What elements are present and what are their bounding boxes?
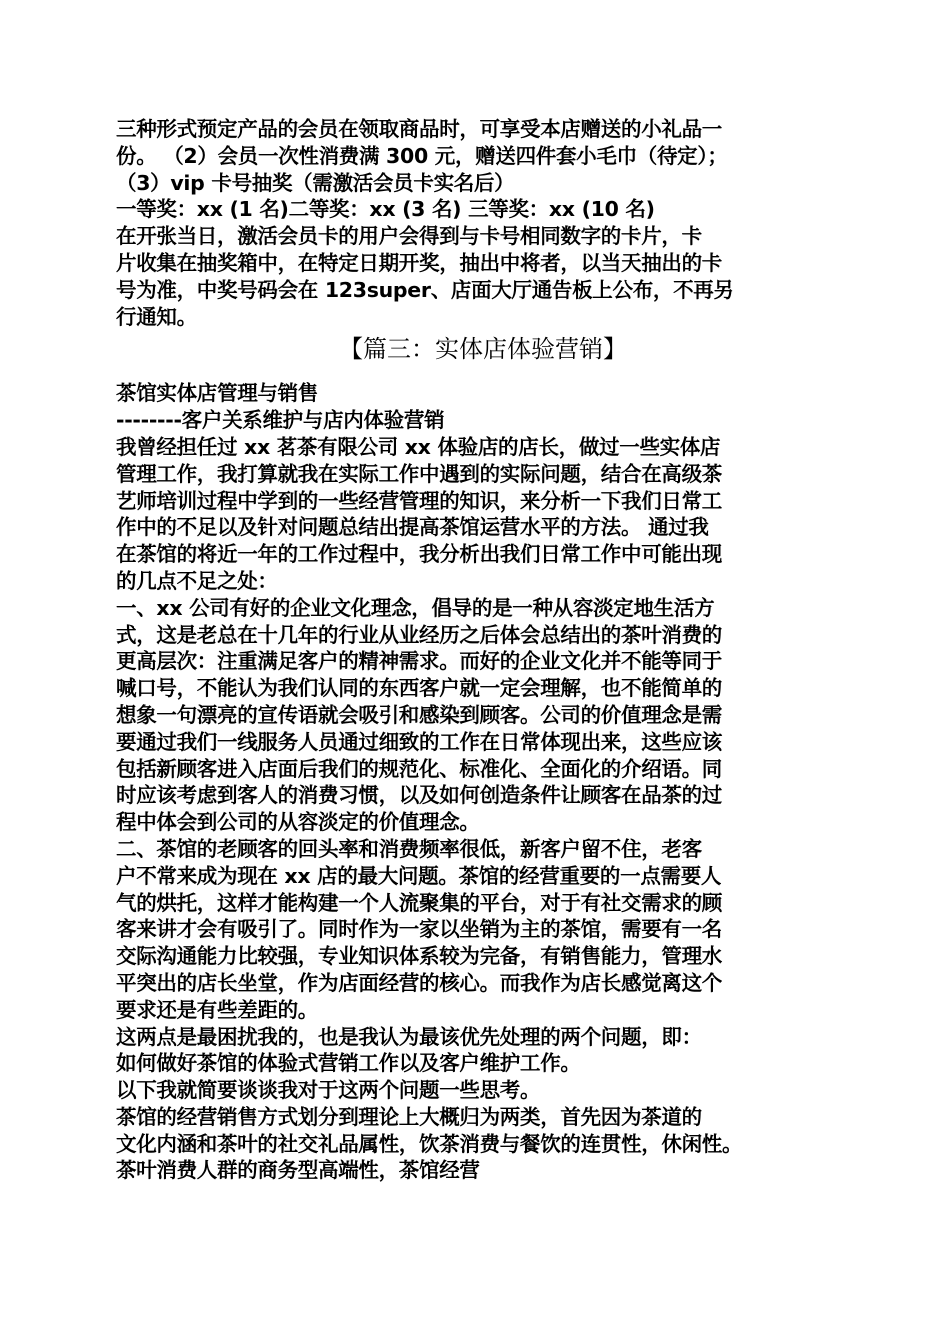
text-line: 文化内涵和茶叶的社交礼品属性，饮茶消费与餐饮的连贯性，休闲性。 [116, 1131, 743, 1156]
document-page [116, 116, 850, 1184]
article-text-block [116, 380, 850, 1184]
text-line: 时应该考虑到客人的消费习惯，以及如何创造条件让顾客在品茶的过 [116, 783, 722, 808]
promotion-text-block [116, 116, 850, 330]
text-line: 行通知。 [116, 304, 197, 329]
text-line: 在茶馆的将近一年的工作过程中，我分析出我们日常工作中可能出现 [116, 542, 722, 567]
text-line: 一等奖：xx (1 名)二等奖：xx (3 名) 三等奖：xx (10 名) [116, 197, 655, 222]
text-line: 交际沟通能力比较强，专业知识体系较为完备，有销售能力，管理水 [116, 944, 722, 969]
text-line: 一、xx 公司有好的企业文化理念，倡导的是一种从容淡定地生活方 [116, 595, 715, 620]
text-line: 平突出的店长坐堂，作为店面经营的核心。而我作为店长感觉离这个 [116, 970, 722, 995]
text-line: 这两点是最困扰我的，也是我认为最该优先处理的两个问题，即： [116, 1024, 702, 1049]
text-line: 茶馆的经营销售方式划分到理论上大概归为两类，首先因为茶道的 [116, 1104, 702, 1129]
text-line: 二、茶馆的老顾客的回头率和消费频率很低，新客户留不住，老客 [116, 836, 702, 861]
text-line: （3）vip 卡号抽奖（需激活会员卡实名后） [116, 170, 515, 195]
text-line: 以下我就简要谈谈我对于这两个问题一些思考。 [116, 1078, 541, 1103]
text-line: 想象一句漂亮的宣传语就会吸引和感染到顾客。公司的价值理念是需 [116, 702, 722, 727]
text-line: 客来讲才会有吸引了。同时作为一家以坐销为主的茶馆，需要有一名 [116, 917, 722, 942]
text-line: 气的烘托，这样才能构建一个人流聚集的平台，对于有社交需求的顾 [116, 890, 722, 915]
text-line: 要求还是有些差距的。 [116, 997, 318, 1022]
text-line: 片收集在抽奖箱中，在特定日期开奖，抽出中将者，以当天抽出的卡 [116, 250, 722, 275]
text-line: 艺师培训过程中学到的一些经营管理的知识，来分析一下我们日常工 [116, 488, 722, 513]
text-line: 在开张当日，激活会员卡的用户会得到与卡号相同数字的卡片，卡 [116, 224, 702, 249]
text-line: 更高层次：注重满足客户的精神需求。而好的企业文化并不能等同于 [116, 649, 722, 674]
text-line: 茶馆实体店管理与销售 [116, 381, 318, 406]
text-line: 三种形式预定产品的会员在领取商品时，可享受本店赠送的小礼品一 [116, 117, 722, 141]
text-line: 如何做好茶馆的体验式营销工作以及客户维护工作。 [116, 1051, 581, 1076]
text-line: 式，这是老总在十几年的行业从业经历之后体会总结出的茶叶消费的 [116, 622, 722, 647]
text-line: 作中的不足以及针对问题总结出提高茶馆运营水平的方法。 通过我 [116, 515, 709, 540]
text-line: 号为准，中奖号码会在 123super、店面大厅通告板上公布，不再另 [116, 277, 734, 302]
text-line: 我曾经担任过 xx 茗茶有限公司 xx 体验店的店长，做过一些实体店 [116, 434, 721, 459]
text-line: 包括新顾客进入店面后我们的规范化、标准化、全面化的介绍语。同 [116, 756, 722, 781]
text-line: 户不常来成为现在 xx 店的最大问题。茶馆的经营重要的一点需要人 [116, 863, 722, 888]
text-line: 的几点不足之处： [116, 568, 278, 593]
section-heading: 【篇三：实体店体验营销】 [339, 335, 627, 364]
text-line: 要通过我们一线服务人员通过细致的工作在日常体现出来，这些应该 [116, 729, 722, 754]
text-line: 份。 （2）会员一次性消费满 300 元，赠送四件套小毛巾（待定）； [116, 143, 728, 168]
text-line: 喊口号，不能认为我们认同的东西客户就一定会理解，也不能简单的 [116, 676, 722, 701]
text-line: 茶叶消费人群的商务型高端性，茶馆经营 [116, 1158, 480, 1183]
text-line: 程中体会到公司的从容淡定的价值理念。 [116, 810, 480, 835]
text-line: 管理工作，我打算就我在实际工作中遇到的实际问题，结合在高级茶 [116, 461, 722, 486]
text-line: --------客户关系维护与店内体验营销 [116, 408, 445, 433]
